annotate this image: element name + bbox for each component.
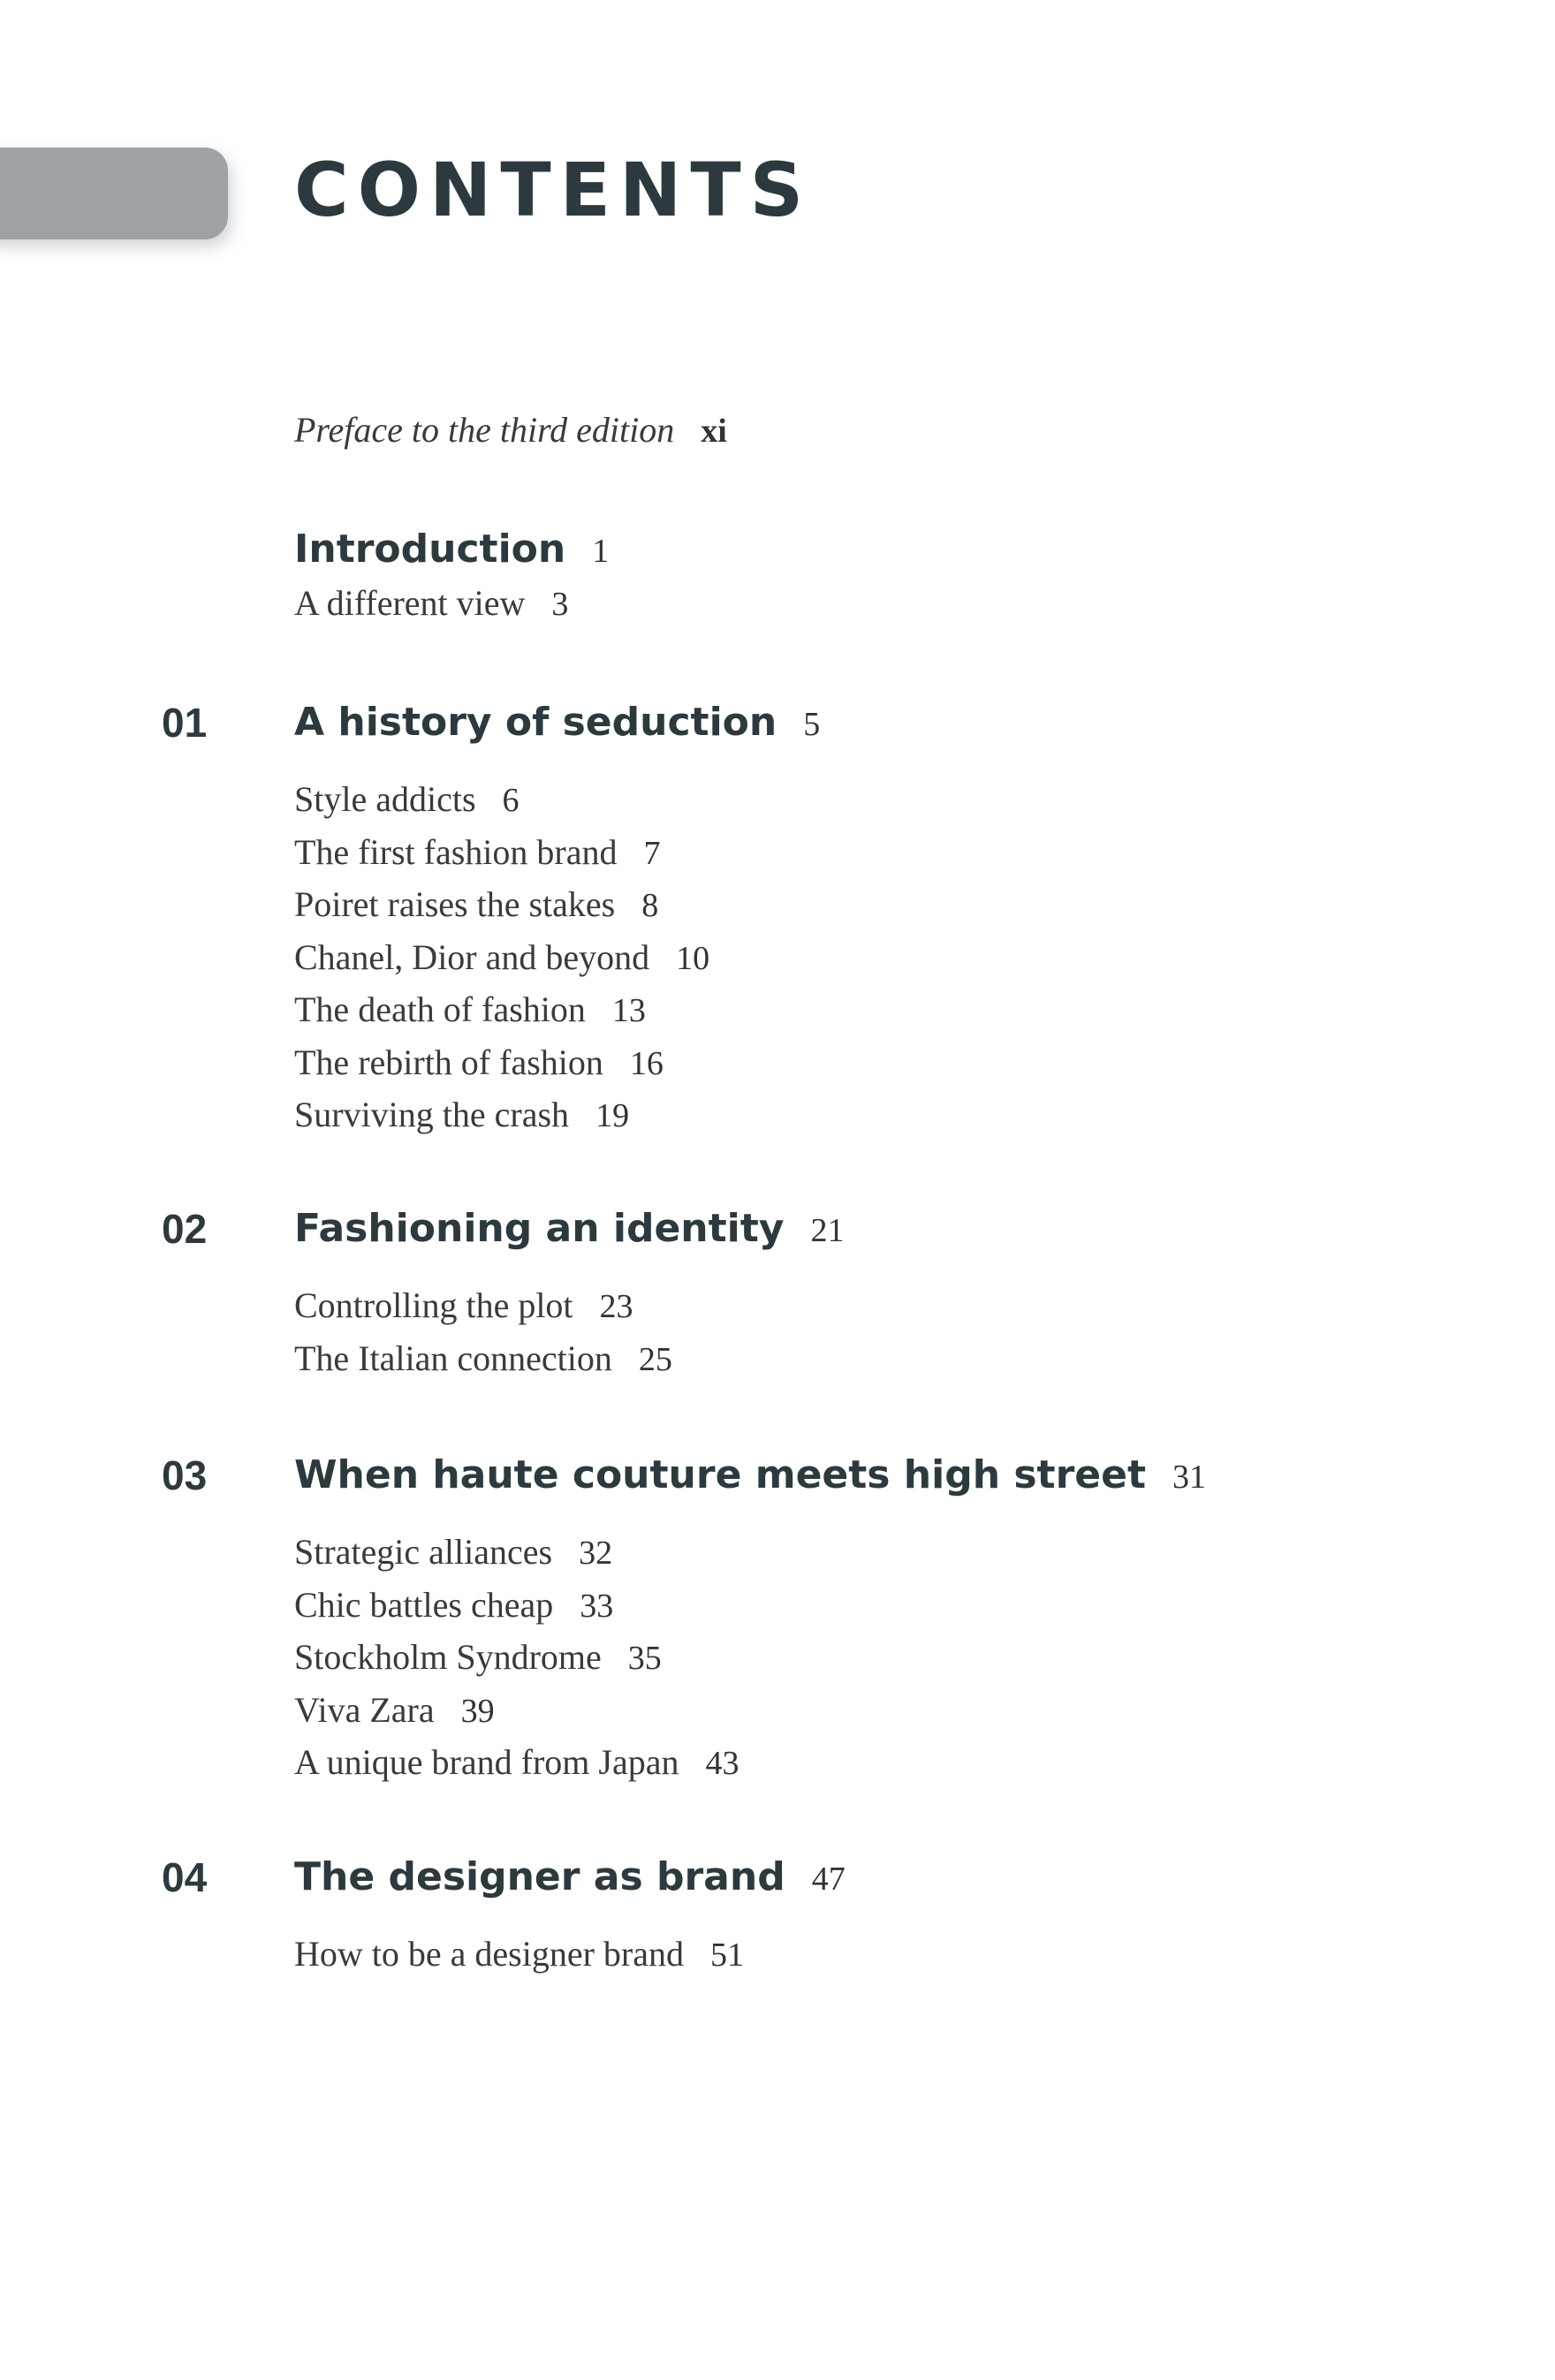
toc-chapter-04[interactable] [162, 1851, 846, 1982]
toc-preface[interactable] [294, 405, 727, 457]
toc-page: 33 [580, 1587, 614, 1625]
toc-item[interactable] [294, 774, 820, 827]
toc-label: Controlling the plot [294, 1285, 573, 1325]
page-title: CONTENTS [294, 147, 813, 233]
toc-page: xi [701, 413, 727, 450]
toc-page: 13 [611, 992, 646, 1029]
toc-heading: Introduction [294, 527, 566, 572]
toc-page: 6 [502, 782, 520, 819]
toc-label: How to be a designer brand [294, 1934, 684, 1974]
toc-item[interactable] [294, 1089, 820, 1142]
toc-item[interactable] [294, 1632, 1206, 1685]
toc-label: Stockholm Syndrome [294, 1637, 602, 1677]
toc-page: 39 [460, 1692, 495, 1730]
toc-page: 10 [676, 939, 710, 977]
toc-page: 19 [595, 1097, 630, 1134]
toc-item[interactable] [294, 932, 820, 985]
toc-introduction[interactable] [294, 523, 609, 631]
toc-label: The rebirth of fashion [294, 1042, 603, 1082]
toc-item[interactable] [294, 1280, 844, 1333]
toc-item[interactable] [294, 1737, 1206, 1790]
toc-label: A different view [294, 583, 526, 623]
toc-page: 47 [811, 1861, 846, 1898]
toc-page: 43 [705, 1745, 740, 1782]
toc-label: The death of fashion [294, 989, 586, 1029]
toc-item[interactable] [294, 1333, 844, 1386]
toc-page: 1 [592, 533, 610, 570]
chapter-number: 04 [162, 1854, 208, 1900]
toc-page: 23 [599, 1288, 633, 1325]
toc-chapter-03[interactable] [162, 1449, 1206, 1790]
toc-page: 7 [643, 834, 661, 872]
toc-heading: The designer as brand [294, 1854, 785, 1899]
toc-item[interactable] [294, 1037, 820, 1090]
toc-heading: When haute couture meets high street [294, 1452, 1146, 1497]
toc-label: Preface to the third edition [294, 410, 675, 450]
chapter-number: 03 [162, 1452, 208, 1498]
toc-item[interactable] [294, 984, 820, 1037]
toc-item[interactable] [294, 578, 609, 631]
toc-item[interactable] [294, 1527, 1206, 1580]
toc-page: 31 [1172, 1459, 1206, 1496]
toc-item[interactable] [294, 1929, 846, 1982]
toc-label: Viva Zara [294, 1689, 435, 1730]
toc-label: Chic battles cheap [294, 1584, 554, 1625]
toc-page: 25 [638, 1340, 672, 1378]
toc-page: 3 [551, 586, 569, 623]
toc-page: 35 [627, 1640, 662, 1677]
toc-chapter-01[interactable] [162, 696, 821, 1142]
toc-label: Chanel, Dior and beyond [294, 936, 650, 977]
toc-page: 32 [579, 1535, 613, 1572]
toc-label: The first fashion brand [294, 831, 618, 872]
toc-label: A unique brand from Japan [294, 1742, 679, 1782]
toc-label: Poiret raises the stakes [294, 884, 616, 924]
toc-item[interactable] [294, 1685, 1206, 1738]
toc-page: 8 [641, 887, 659, 924]
toc-heading: Fashioning an identity [294, 1206, 785, 1251]
toc-page: 16 [629, 1044, 664, 1082]
toc-label: Style addicts [294, 779, 476, 819]
chapter-tab-decoration [0, 148, 228, 239]
toc-chapter-02[interactable] [162, 1202, 845, 1385]
toc-label: Surviving the crash [294, 1095, 570, 1134]
toc-item[interactable] [294, 1580, 1206, 1633]
toc-page: 51 [709, 1937, 744, 1974]
toc-label: Strategic alliances [294, 1532, 553, 1572]
toc-page: 21 [810, 1212, 845, 1249]
chapter-number: 01 [162, 700, 208, 746]
toc-page: 5 [803, 706, 821, 743]
toc-item[interactable] [294, 827, 820, 880]
toc-label: The Italian connection [294, 1338, 612, 1378]
chapter-number: 02 [162, 1206, 208, 1252]
toc-heading: A history of seduction [294, 700, 778, 745]
toc-item[interactable] [294, 879, 820, 932]
